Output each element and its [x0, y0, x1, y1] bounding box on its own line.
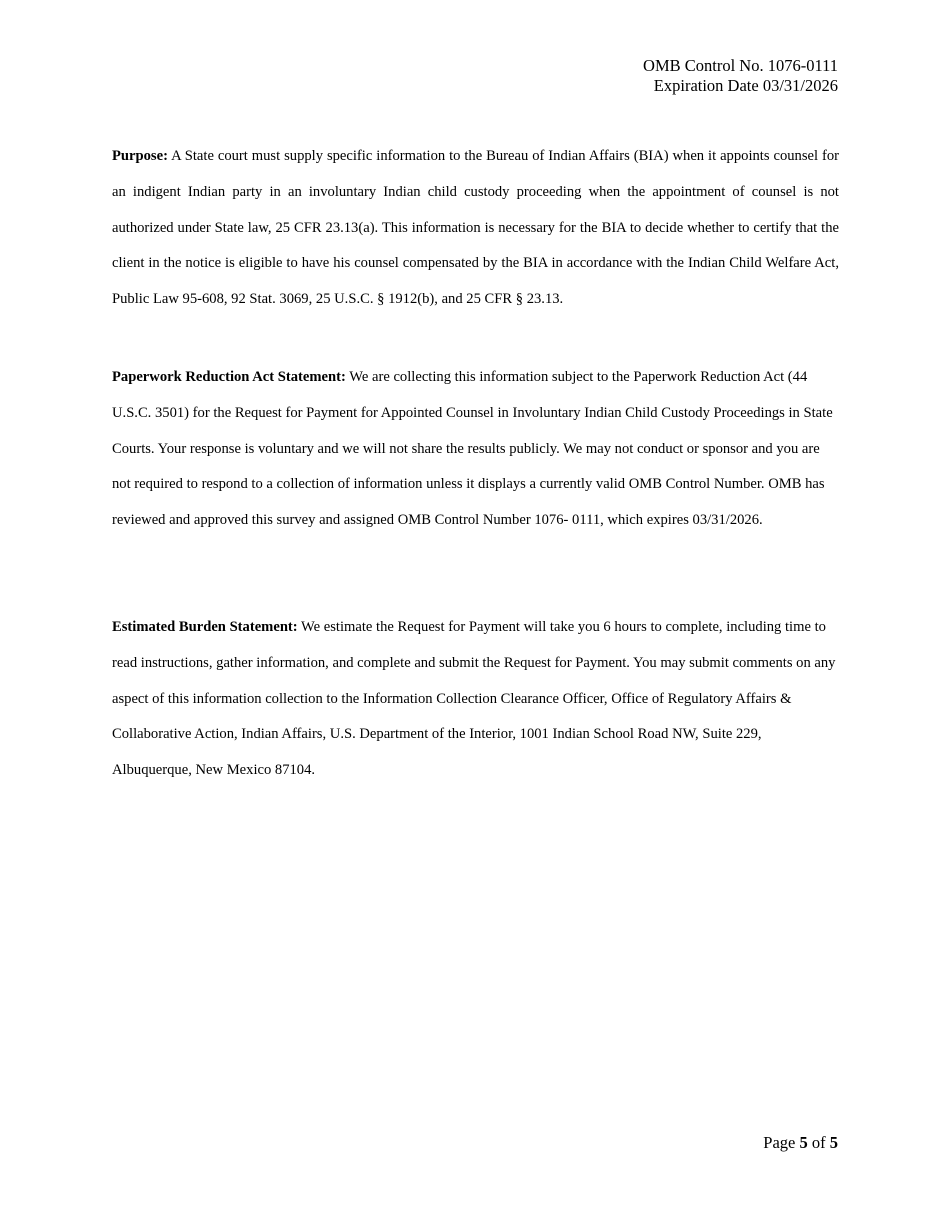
paperwork-reduction-act-paragraph — [112, 360, 839, 539]
pra-heading: Paperwork Reduction Act Statement: — [112, 369, 346, 385]
omb-header — [643, 56, 838, 96]
page-number-footer — [763, 1133, 838, 1153]
purpose-text: A State court must supply specific information to the Bureau of Indian Affairs (BIA) when it appoints counsel for an indigent Indian party in an involuntary Indian child custody proceeding when the appointment of counsel is not authorized under State law, 25 CFR 23.13(a). This information is necessary for the BIA to decide whether to certify that the client in the notice is eligible to have his counsel compensated by the BIA in accordance with the Indian Child Welfare Act, Public Law 95-608, 92 Stat. 3069, 25 U.S.C. § 1912(b), and 25 CFR § 23.13. — [112, 148, 839, 308]
purpose-heading: Purpose: — [112, 148, 168, 164]
purpose-paragraph — [112, 139, 839, 318]
current-page-number: 5 — [799, 1133, 808, 1152]
burden-heading: Estimated Burden Statement: — [112, 619, 298, 635]
total-page-count: 5 — [829, 1133, 838, 1152]
omb-expiration-date: Expiration Date 03/31/2026 — [653, 76, 838, 95]
of-word: of — [811, 1133, 826, 1152]
burden-text: We estimate the Request for Payment will take you 6 hours to complete, including time to read instructions, gather information, and complete and submit the Request for Payment. You may submit comments on any aspect of this information collection to the Information Collection Clearance Officer, Office of Regulatory Affairs & Collaborative Action, Indian Affairs, U.S. Department of the Interior, 1001 Indian School Road NW, Suite 229, Albuquerque, New Mexico 87104. — [112, 619, 836, 779]
page-word: Page — [763, 1133, 796, 1152]
pra-text: We are collecting this information subject to the Paperwork Reduction Act (44 U.S.C. 3501) for the Request for Payment for Appointed Counsel in Involuntary Indian Child Custody Proceedings in State Courts. Your response is voluntary and we will not share the results publicly. We may not conduct or sponsor and you are not required to respond to a collection of information unless it displays a currently valid OMB Control Number. OMB has reviewed and approved this survey and assigned OMB Control Number 1076- 0111, which expires 03/31/2026. — [112, 369, 833, 529]
omb-control-number: OMB Control No. 1076-0111 — [643, 56, 838, 75]
estimated-burden-paragraph — [112, 610, 839, 789]
